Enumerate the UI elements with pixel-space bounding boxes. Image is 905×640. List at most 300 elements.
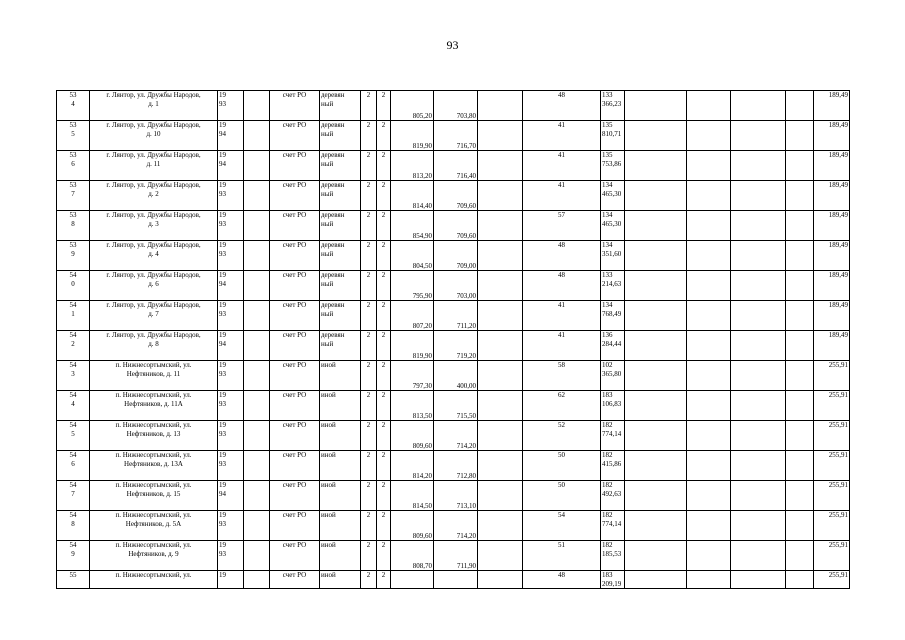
empty-cell (244, 181, 270, 211)
empty-cell (786, 571, 814, 589)
funding-source-cell: счет РО (270, 541, 320, 571)
entrances-cell: 2 (377, 511, 391, 541)
wall-material-cell: иной (320, 451, 361, 481)
empty-cell (731, 541, 786, 571)
empty-cell (786, 301, 814, 331)
empty-cell (244, 91, 270, 121)
funding-source-cell: счет РО (270, 481, 320, 511)
floors-cell: 2 (361, 271, 377, 301)
floors-cell: 2 (361, 391, 377, 421)
empty-cell (625, 121, 687, 151)
empty-cell (731, 121, 786, 151)
row-number: 53 5 (57, 121, 90, 151)
empty-cell (786, 391, 814, 421)
living-area-cell: 713,10 (434, 481, 478, 511)
wall-material-cell: иной (320, 481, 361, 511)
year-cell: 19 93 (218, 511, 244, 541)
address-cell: г. Лянтор, ул. Дружбы Народов, д. 3 (90, 211, 218, 241)
wall-material-cell: деревян ный (320, 151, 361, 181)
empty-cell (625, 361, 687, 391)
floors-cell: 2 (361, 331, 377, 361)
table-row (57, 541, 850, 571)
row-number: 54 9 (57, 541, 90, 571)
address-cell: г. Лянтор, ул. Дружбы Народов, д. 11 (90, 151, 218, 181)
funding-source-cell: счет РО (270, 121, 320, 151)
living-area-cell: 716,40 (434, 151, 478, 181)
empty-cell (625, 481, 687, 511)
empty-cell (244, 511, 270, 541)
row-number: 54 3 (57, 361, 90, 391)
residents-cell: 48 (523, 241, 601, 271)
empty-cell (478, 91, 523, 121)
total-area-cell: 814,50 (391, 481, 434, 511)
year-cell: 19 94 (218, 481, 244, 511)
cost-cell: 136 284,44 (601, 331, 625, 361)
cost-cell: 182 774,14 (601, 421, 625, 451)
unit-cost-cell: 255,91 (814, 481, 850, 511)
address-cell: г. Лянтор, ул. Дружбы Народов, д. 8 (90, 331, 218, 361)
row-number: 54 0 (57, 271, 90, 301)
year-cell: 19 94 (218, 331, 244, 361)
row-number: 54 6 (57, 451, 90, 481)
cost-cell: 182 492,63 (601, 481, 625, 511)
living-area-cell: 709,00 (434, 241, 478, 271)
unit-cost-cell: 255,91 (814, 541, 850, 571)
total-area-cell: 808,70 (391, 541, 434, 571)
residents-cell: 41 (523, 151, 601, 181)
entrances-cell: 2 (377, 421, 391, 451)
living-area-cell: 714,20 (434, 511, 478, 541)
row-number: 54 2 (57, 331, 90, 361)
total-area-cell: 813,20 (391, 151, 434, 181)
address-cell: п. Нижнесортымский, ул. (90, 571, 218, 589)
empty-cell (786, 271, 814, 301)
empty-cell (244, 541, 270, 571)
empty-cell (687, 541, 731, 571)
funding-source-cell: счет РО (270, 241, 320, 271)
funding-source-cell: счет РО (270, 271, 320, 301)
floors-cell: 2 (361, 481, 377, 511)
unit-cost-cell: 189,49 (814, 271, 850, 301)
funding-source-cell: счет РО (270, 361, 320, 391)
empty-cell (731, 451, 786, 481)
floors-cell: 2 (361, 541, 377, 571)
empty-cell (478, 511, 523, 541)
total-area-cell: 814,20 (391, 451, 434, 481)
address-cell: г. Лянтор, ул. Дружбы Народов, д. 4 (90, 241, 218, 271)
residents-cell: 48 (523, 271, 601, 301)
total-area-cell: 809,60 (391, 421, 434, 451)
living-area-cell: 711,20 (434, 301, 478, 331)
empty-cell (786, 361, 814, 391)
total-area-cell (391, 571, 434, 589)
total-area-cell: 804,50 (391, 241, 434, 271)
residents-cell: 41 (523, 301, 601, 331)
row-number: 54 7 (57, 481, 90, 511)
row-number: 55 (57, 571, 90, 589)
entrances-cell: 2 (377, 121, 391, 151)
year-cell: 19 94 (218, 151, 244, 181)
empty-cell (786, 241, 814, 271)
cost-cell: 133 366,23 (601, 91, 625, 121)
entrances-cell: 2 (377, 571, 391, 589)
empty-cell (625, 511, 687, 541)
empty-cell (244, 361, 270, 391)
address-cell: п. Нижнесортымский, ул. Нефтяников, д. 11 (90, 361, 218, 391)
residents-cell: 41 (523, 331, 601, 361)
wall-material-cell: деревян ный (320, 181, 361, 211)
row-number: 53 6 (57, 151, 90, 181)
wall-material-cell: иной (320, 541, 361, 571)
empty-cell (786, 511, 814, 541)
address-cell: п. Нижнесортымский, ул. Нефтяников, д. 11А (90, 391, 218, 421)
empty-cell (786, 421, 814, 451)
empty-cell (731, 571, 786, 589)
empty-cell (244, 331, 270, 361)
empty-cell (786, 331, 814, 361)
unit-cost-cell: 255,91 (814, 391, 850, 421)
empty-cell (687, 241, 731, 271)
wall-material-cell: деревян ный (320, 241, 361, 271)
empty-cell (625, 331, 687, 361)
address-cell: г. Лянтор, ул. Дружбы Народов, д. 7 (90, 301, 218, 331)
cost-cell: 102 365,80 (601, 361, 625, 391)
table-row (57, 391, 850, 421)
wall-material-cell: иной (320, 571, 361, 589)
address-cell: п. Нижнесортымский, ул. Нефтяников, д. 5А (90, 511, 218, 541)
empty-cell (687, 271, 731, 301)
row-number: 53 7 (57, 181, 90, 211)
floors-cell: 2 (361, 511, 377, 541)
table-row (57, 571, 850, 589)
table-row (57, 331, 850, 361)
residents-cell: 48 (523, 91, 601, 121)
year-cell: 19 (218, 571, 244, 589)
empty-cell (687, 181, 731, 211)
empty-cell (625, 91, 687, 121)
empty-cell (478, 241, 523, 271)
empty-cell (731, 151, 786, 181)
empty-cell (244, 151, 270, 181)
floors-cell: 2 (361, 91, 377, 121)
empty-cell (244, 301, 270, 331)
empty-cell (244, 391, 270, 421)
empty-cell (786, 181, 814, 211)
empty-cell (786, 481, 814, 511)
empty-cell (687, 91, 731, 121)
year-cell: 19 93 (218, 181, 244, 211)
empty-cell (687, 301, 731, 331)
table-row (57, 121, 850, 151)
unit-cost-cell: 255,91 (814, 421, 850, 451)
empty-cell (478, 331, 523, 361)
unit-cost-cell: 189,49 (814, 331, 850, 361)
living-area-cell: 400,00 (434, 361, 478, 391)
wall-material-cell: иной (320, 511, 361, 541)
empty-cell (625, 301, 687, 331)
floors-cell: 2 (361, 151, 377, 181)
wall-material-cell: деревян ный (320, 331, 361, 361)
empty-cell (687, 391, 731, 421)
residents-cell: 41 (523, 181, 601, 211)
empty-cell (731, 181, 786, 211)
residents-cell: 62 (523, 391, 601, 421)
empty-cell (731, 271, 786, 301)
address-cell: п. Нижнесортымский, ул. Нефтяников, д. 15 (90, 481, 218, 511)
unit-cost-cell: 255,91 (814, 511, 850, 541)
empty-cell (625, 421, 687, 451)
empty-cell (786, 211, 814, 241)
entrances-cell: 2 (377, 181, 391, 211)
entrances-cell: 2 (377, 331, 391, 361)
entrances-cell: 2 (377, 361, 391, 391)
table-row (57, 481, 850, 511)
funding-source-cell: счет РО (270, 211, 320, 241)
residents-cell: 48 (523, 571, 601, 589)
empty-cell (687, 481, 731, 511)
cost-cell: 182 774,14 (601, 511, 625, 541)
entrances-cell: 2 (377, 451, 391, 481)
wall-material-cell: деревян ный (320, 271, 361, 301)
year-cell: 19 93 (218, 91, 244, 121)
empty-cell (687, 571, 731, 589)
address-cell: п. Нижнесортымский, ул. Нефтяников, д. 13А (90, 451, 218, 481)
empty-cell (244, 451, 270, 481)
living-area-cell: 712,80 (434, 451, 478, 481)
living-area-cell: 719,20 (434, 331, 478, 361)
address-cell: г. Лянтор, ул. Дружбы Народов, д. 1 (90, 91, 218, 121)
total-area-cell: 797,30 (391, 361, 434, 391)
housing-register-table (56, 90, 850, 589)
empty-cell (786, 121, 814, 151)
floors-cell: 2 (361, 211, 377, 241)
empty-cell (478, 301, 523, 331)
year-cell: 19 94 (218, 121, 244, 151)
unit-cost-cell: 255,91 (814, 571, 850, 589)
empty-cell (478, 541, 523, 571)
residents-cell: 41 (523, 121, 601, 151)
empty-cell (478, 271, 523, 301)
table-row (57, 361, 850, 391)
entrances-cell: 2 (377, 541, 391, 571)
table-body (57, 91, 850, 589)
empty-cell (478, 361, 523, 391)
year-cell: 19 93 (218, 361, 244, 391)
empty-cell (625, 211, 687, 241)
cost-cell: 183 209,19 (601, 571, 625, 589)
total-area-cell: 819,90 (391, 121, 434, 151)
cost-cell: 134 465,30 (601, 211, 625, 241)
unit-cost-cell: 255,91 (814, 451, 850, 481)
table-row (57, 181, 850, 211)
empty-cell (786, 541, 814, 571)
floors-cell: 2 (361, 571, 377, 589)
empty-cell (478, 121, 523, 151)
year-cell: 19 93 (218, 421, 244, 451)
empty-cell (244, 211, 270, 241)
address-cell: г. Лянтор, ул. Дружбы Народов, д. 6 (90, 271, 218, 301)
table-row (57, 211, 850, 241)
empty-cell (687, 451, 731, 481)
unit-cost-cell: 189,49 (814, 121, 850, 151)
empty-cell (625, 181, 687, 211)
empty-cell (244, 271, 270, 301)
floors-cell: 2 (361, 181, 377, 211)
empty-cell (478, 451, 523, 481)
cost-cell: 134 465,30 (601, 181, 625, 211)
empty-cell (244, 481, 270, 511)
year-cell: 19 93 (218, 391, 244, 421)
empty-cell (625, 571, 687, 589)
address-cell: г. Лянтор, ул. Дружбы Народов, д. 2 (90, 181, 218, 211)
total-area-cell: 813,50 (391, 391, 434, 421)
empty-cell (244, 571, 270, 589)
living-area-cell: 715,50 (434, 391, 478, 421)
empty-cell (731, 211, 786, 241)
empty-cell (687, 331, 731, 361)
empty-cell (731, 481, 786, 511)
living-area-cell: 703,00 (434, 271, 478, 301)
empty-cell (687, 511, 731, 541)
living-area-cell: 703,80 (434, 91, 478, 121)
living-area-cell: 711,90 (434, 541, 478, 571)
table-row (57, 91, 850, 121)
residents-cell: 54 (523, 511, 601, 541)
table-row (57, 301, 850, 331)
empty-cell (478, 481, 523, 511)
row-number: 53 9 (57, 241, 90, 271)
table-row (57, 271, 850, 301)
empty-cell (478, 181, 523, 211)
empty-cell (625, 541, 687, 571)
funding-source-cell: счет РО (270, 421, 320, 451)
row-number: 54 5 (57, 421, 90, 451)
table-row (57, 451, 850, 481)
entrances-cell: 2 (377, 271, 391, 301)
empty-cell (687, 421, 731, 451)
cost-cell: 182 185,53 (601, 541, 625, 571)
empty-cell (244, 121, 270, 151)
cost-cell: 134 351,60 (601, 241, 625, 271)
empty-cell (731, 331, 786, 361)
empty-cell (786, 151, 814, 181)
page-number: 93 (446, 38, 459, 52)
empty-cell (625, 451, 687, 481)
entrances-cell: 2 (377, 211, 391, 241)
living-area-cell: 716,70 (434, 121, 478, 151)
funding-source-cell: счет РО (270, 181, 320, 211)
empty-cell (731, 391, 786, 421)
unit-cost-cell: 189,49 (814, 181, 850, 211)
address-cell: п. Нижнесортымский, ул. Нефтяников, д. 9 (90, 541, 218, 571)
residents-cell: 50 (523, 481, 601, 511)
empty-cell (478, 211, 523, 241)
row-number: 54 4 (57, 391, 90, 421)
floors-cell: 2 (361, 241, 377, 271)
empty-cell (625, 391, 687, 421)
floors-cell: 2 (361, 301, 377, 331)
wall-material-cell: иной (320, 391, 361, 421)
empty-cell (478, 421, 523, 451)
empty-cell (687, 211, 731, 241)
floors-cell: 2 (361, 121, 377, 151)
wall-material-cell: деревян ный (320, 211, 361, 241)
entrances-cell: 2 (377, 151, 391, 181)
year-cell: 19 93 (218, 541, 244, 571)
empty-cell (625, 241, 687, 271)
wall-material-cell: деревян ный (320, 91, 361, 121)
empty-cell (786, 91, 814, 121)
wall-material-cell: иной (320, 421, 361, 451)
empty-cell (731, 361, 786, 391)
year-cell: 19 93 (218, 241, 244, 271)
wall-material-cell: деревян ный (320, 121, 361, 151)
cost-cell: 135 753,86 (601, 151, 625, 181)
empty-cell (731, 301, 786, 331)
floors-cell: 2 (361, 361, 377, 391)
empty-cell (244, 421, 270, 451)
table-row (57, 151, 850, 181)
row-number: 54 1 (57, 301, 90, 331)
funding-source-cell: счет РО (270, 301, 320, 331)
cost-cell: 134 768,49 (601, 301, 625, 331)
table-row (57, 241, 850, 271)
floors-cell: 2 (361, 451, 377, 481)
living-area-cell (434, 571, 478, 589)
unit-cost-cell: 189,49 (814, 301, 850, 331)
residents-cell: 51 (523, 541, 601, 571)
unit-cost-cell: 189,49 (814, 91, 850, 121)
empty-cell (731, 511, 786, 541)
wall-material-cell: деревян ный (320, 301, 361, 331)
empty-cell (478, 151, 523, 181)
funding-source-cell: счет РО (270, 331, 320, 361)
row-number: 53 8 (57, 211, 90, 241)
empty-cell (687, 361, 731, 391)
address-cell: п. Нижнесортымский, ул. Нефтяников, д. 13 (90, 421, 218, 451)
residents-cell: 50 (523, 451, 601, 481)
cost-cell: 182 415,86 (601, 451, 625, 481)
entrances-cell: 2 (377, 241, 391, 271)
total-area-cell: 814,40 (391, 181, 434, 211)
entrances-cell: 2 (377, 91, 391, 121)
empty-cell (731, 241, 786, 271)
funding-source-cell: счет РО (270, 511, 320, 541)
total-area-cell: 854,90 (391, 211, 434, 241)
empty-cell (625, 271, 687, 301)
empty-cell (478, 391, 523, 421)
living-area-cell: 709,60 (434, 211, 478, 241)
table-row (57, 421, 850, 451)
unit-cost-cell: 189,49 (814, 241, 850, 271)
unit-cost-cell: 189,49 (814, 211, 850, 241)
year-cell: 19 93 (218, 451, 244, 481)
funding-source-cell: счет РО (270, 151, 320, 181)
floors-cell: 2 (361, 421, 377, 451)
funding-source-cell: счет РО (270, 571, 320, 589)
entrances-cell: 2 (377, 391, 391, 421)
residents-cell: 52 (523, 421, 601, 451)
row-number: 54 8 (57, 511, 90, 541)
wall-material-cell: иной (320, 361, 361, 391)
year-cell: 19 94 (218, 271, 244, 301)
address-cell: г. Лянтор, ул. Дружбы Народов, д. 10 (90, 121, 218, 151)
empty-cell (731, 91, 786, 121)
total-area-cell: 807,20 (391, 301, 434, 331)
funding-source-cell: счет РО (270, 391, 320, 421)
entrances-cell: 2 (377, 481, 391, 511)
living-area-cell: 714,20 (434, 421, 478, 451)
